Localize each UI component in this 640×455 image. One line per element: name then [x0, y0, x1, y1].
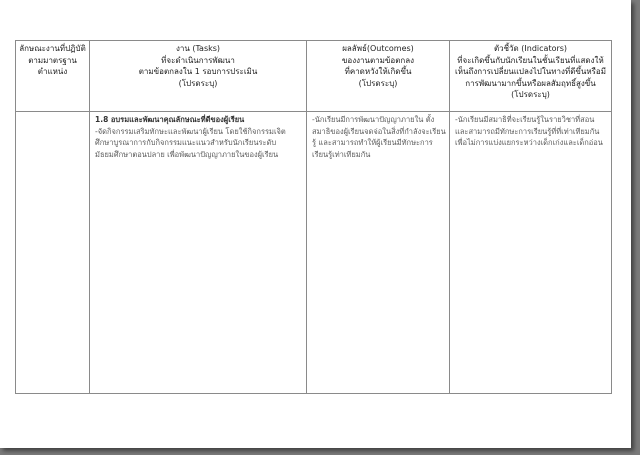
table-row: [16, 112, 612, 394]
task-description: -จัดกิจกรรมเสริมทักษะและพัฒนาผู้เรียน โดยใช้กิจกรรมเจิตศึกษาบูรณาการกับกิจกรรมแนะแนวสำหรับนักเรียนระดับมัธยมศึกษาตอนปลาย เพื่อพัฒนาปัญญาภายในของผู้เรียน: [95, 126, 286, 159]
header-line: ตามข้อตกลงใน 1 รอบการประเมิน: [138, 67, 258, 76]
task-title: 1.8 อบรมและพัฒนาคุณลักษณะที่ดีของผู้เรียน: [95, 115, 245, 124]
header-line: ที่จะดำเนินการพัฒนา: [161, 55, 235, 65]
header-job-characteristics: [16, 41, 90, 112]
header-line: งาน (Tasks): [175, 44, 221, 53]
header-line: การพัฒนามากขึ้นหรือผลสัมฤทธิ์สูงขึ้น: [465, 78, 596, 88]
cell-tasks: [90, 112, 307, 394]
header-line: ตำแหน่ง: [37, 67, 68, 76]
outcome-text: -นักเรียนมีการพัฒนาปัญญาภายใน ตั้งสมาธิของผู้เรียนจดจ่อในสิ่งที่กำลังจะเรียนรู้ และสามารถทำให้ผู้เรียนมีทักษะการเรียนรู้เท่าเทียมกัน: [312, 115, 446, 159]
header-line: (โปรดระบุ): [358, 78, 398, 88]
header-line: ลักษณะงานที่ปฏิบัติ: [19, 44, 86, 53]
header-line: ผลลัพธ์(Outcomes): [342, 44, 414, 53]
header-line: (โปรดระบุ): [511, 90, 550, 99]
agreement-table: [15, 40, 612, 394]
header-outcomes: [307, 41, 450, 112]
header-line: เห็นถึงการเปลี่ยนแปลงไปในทางที่ดีขึ้นหรือมี: [455, 67, 606, 76]
cell-outcomes: [307, 112, 450, 394]
cell-job-characteristics: [16, 112, 90, 394]
header-line: ตามมาตรฐาน: [28, 55, 77, 65]
header-line: ตัวชี้วัด (Indicators): [493, 44, 568, 53]
header-row: [16, 41, 612, 112]
header-line: ของงานตามข้อตกลง: [341, 55, 415, 65]
header-line: ที่คาดหวังให้เกิดขึ้น: [344, 67, 412, 76]
header-indicators: [450, 41, 612, 112]
indicator-text: -นักเรียนมีสมาธิที่จะเรียนรู้ในรายวิชาที่สอน และสามารถมีทักษะการเรียนรู้ที่ที่เท่าเทียมกันเพื่อไม่การแบ่งแยกระหว่างเด็กเก่งและเด็กอ่อน: [455, 115, 603, 147]
cell-indicators: [450, 112, 612, 394]
header-line: (โปรดระบุ): [178, 78, 218, 88]
header-tasks: [90, 41, 307, 112]
header-line: ที่จะเกิดขึ้นกับนักเรียนในชั้นเรียนที่แสดงให้: [457, 55, 604, 65]
